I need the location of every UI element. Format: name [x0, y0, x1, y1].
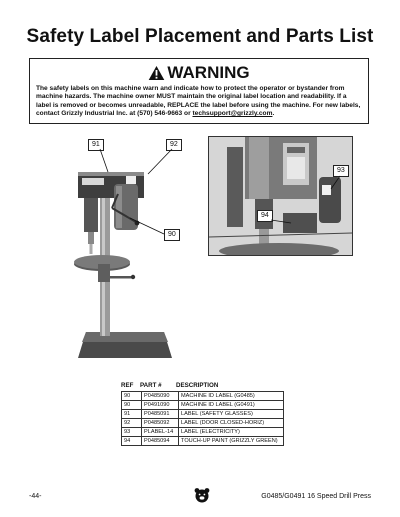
- table-row: [122, 410, 284, 419]
- table-row: [122, 437, 284, 446]
- part-number-cell: P0485092: [142, 419, 179, 428]
- description-cell: MACHINE ID LABEL (G0485): [179, 392, 284, 401]
- warning-body-text: The safety labels on this machine warn and indicate how to protect the operator or bystander from machine hazards. The machine owner MUST maintain the original label location and readability. If a label is removed or becomes unreadable, REPLACE the label before using the machine. For new labels, contact Grizzly Industrial Inc. at (570) 546-9663 or: [36, 85, 361, 118]
- part-number-cell: PLABEL-14: [142, 428, 179, 437]
- ref-cell: 93: [122, 428, 142, 437]
- closeup-illustration: [209, 137, 353, 256]
- parts-table: [121, 391, 284, 446]
- part-number-cell: P0485091: [142, 410, 179, 419]
- page-title: Safety Label Placement and Parts List: [26, 26, 374, 47]
- description-cell: MACHINE ID LABEL (G0491): [179, 401, 284, 410]
- warning-end: .: [272, 110, 275, 118]
- warning-text: [36, 85, 362, 119]
- table-row: [122, 392, 284, 401]
- header-description: DESCRIPTION: [176, 382, 219, 389]
- header-ref: REF: [121, 382, 134, 389]
- manual-title: G0485/G0491 16 Speed Drill Press: [261, 492, 371, 500]
- page-number: -44-: [29, 492, 42, 500]
- ref-cell: 90: [122, 392, 142, 401]
- parts-list-header: [121, 381, 284, 391]
- page-footer: [29, 490, 371, 502]
- part-number-cell: P0491090: [142, 401, 179, 410]
- grizzly-bear-logo: [193, 487, 211, 503]
- ref-cell: 94: [122, 437, 142, 446]
- part-number-cell: P0485094: [142, 437, 179, 446]
- callout-93: 93: [333, 165, 349, 177]
- warning-box: [29, 58, 369, 124]
- drill-press-figure: [60, 136, 200, 364]
- description-cell: TOUCH-UP PAINT (GRIZZLY GREEN): [179, 437, 284, 446]
- callout-94: 94: [257, 210, 273, 222]
- warning-heading-text: WARNING: [167, 62, 250, 82]
- ref-cell: 90: [122, 401, 142, 410]
- ref-cell: 92: [122, 419, 142, 428]
- callout-92: 92: [166, 139, 182, 151]
- part-number-cell: P0485090: [142, 392, 179, 401]
- ref-cell: 91: [122, 410, 142, 419]
- table-row: [122, 428, 284, 437]
- closeup-figure: [208, 136, 353, 256]
- warning-triangle-icon: [148, 65, 165, 81]
- parts-list: [121, 381, 284, 446]
- description-cell: LABEL (DOOR CLOSED-HORIZ): [179, 419, 284, 428]
- warning-heading: [36, 63, 362, 82]
- drill-press-illustration: [60, 136, 200, 364]
- table-row: [122, 401, 284, 410]
- description-cell: LABEL (SAFETY GLASSES): [179, 410, 284, 419]
- header-part: PART #: [140, 382, 162, 389]
- table-row: [122, 419, 284, 428]
- support-email-link[interactable]: techsupport@grizzly.com: [192, 110, 273, 118]
- callout-90: 90: [164, 229, 180, 241]
- description-cell: LABEL (ELECTRICITY): [179, 428, 284, 437]
- callout-91: 91: [88, 139, 104, 151]
